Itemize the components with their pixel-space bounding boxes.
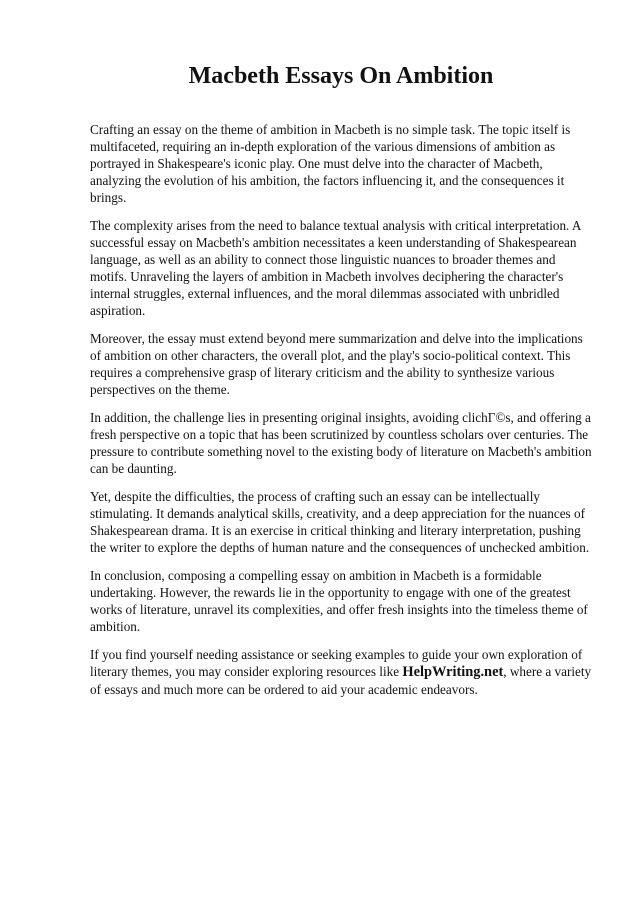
page-title: Macbeth Essays On Ambition xyxy=(188,63,494,89)
document-body xyxy=(90,121,594,708)
paragraph-7 xyxy=(90,646,594,698)
paragraph-5: Yet, despite the difficulties, the process of crafting such an essay can be intellectually stimulating. It demands analytical skills, creativity, and a deep appreciation for the nuances of Shakespearean drama. It is an exercise in critical thinking and literary interpretation, pushing the writer to explore the depths of human nature and the consequences of unchecked ambition. xyxy=(90,488,590,556)
paragraph-3: Moreover, the essay must extend beyond mere summarization and delve into the implications of ambition on other characters, the overall plot, and the play's socio-political context. This requires a comprehensive grasp of literary criticism and the ability to synthesize various perspectives on the theme. xyxy=(90,331,583,398)
paragraph-1: Crafting an essay on the theme of ambition in Macbeth is no simple task. The topic itself is multifaceted, requiring an in-depth exploration of the various dimensions of ambition as portrayed in Shakespeare's iconic play. One must delve into the character of Macbeth, analyzing the evolution of his ambition, the factors influencing it, and the consequences it brings. xyxy=(90,122,571,206)
paragraph-4: In addition, the challenge lies in presenting original insights, avoiding clichГ©s, and offering a fresh perspective on a topic that has been scrutinized by countless scholars over centuries. The pressure to contribute something novel to the existing body of literature on Macbeth's ambition can be daunting. xyxy=(90,409,592,477)
paragraph-6: In conclusion, composing a compelling essay on ambition in Macbeth is a formidable undertaking. However, the rewards lie in the opportunity to engage with one of the greatest works of literature, unravel its complexities, and offer fresh insights into the timeless theme of ambition. xyxy=(90,567,588,634)
paragraph-7-outro: , where a variety of essays and much more can be ordered to aid your academic endeavors. xyxy=(90,663,592,697)
helpwriting-link[interactable]: HelpWriting.net xyxy=(402,663,504,680)
paragraph-2: The complexity arises from the need to balance textual analysis with critical interpretation. A successful essay on Macbeth's ambition necessitates a keen understanding of Shakespearean language, as well as an ability to connect those linguistic nuances to broader themes and motifs. Unraveling the layers of ambition in Macbeth involves deciphering the character's internal struggles, external influences, and the moral dilemmas associated with unbridled aspiration. xyxy=(90,217,581,319)
paragraph-7-intro: If you find yourself needing assistance or seeking examples to guide your own exploration of literary themes, you may consider exploring resources like xyxy=(90,646,583,679)
